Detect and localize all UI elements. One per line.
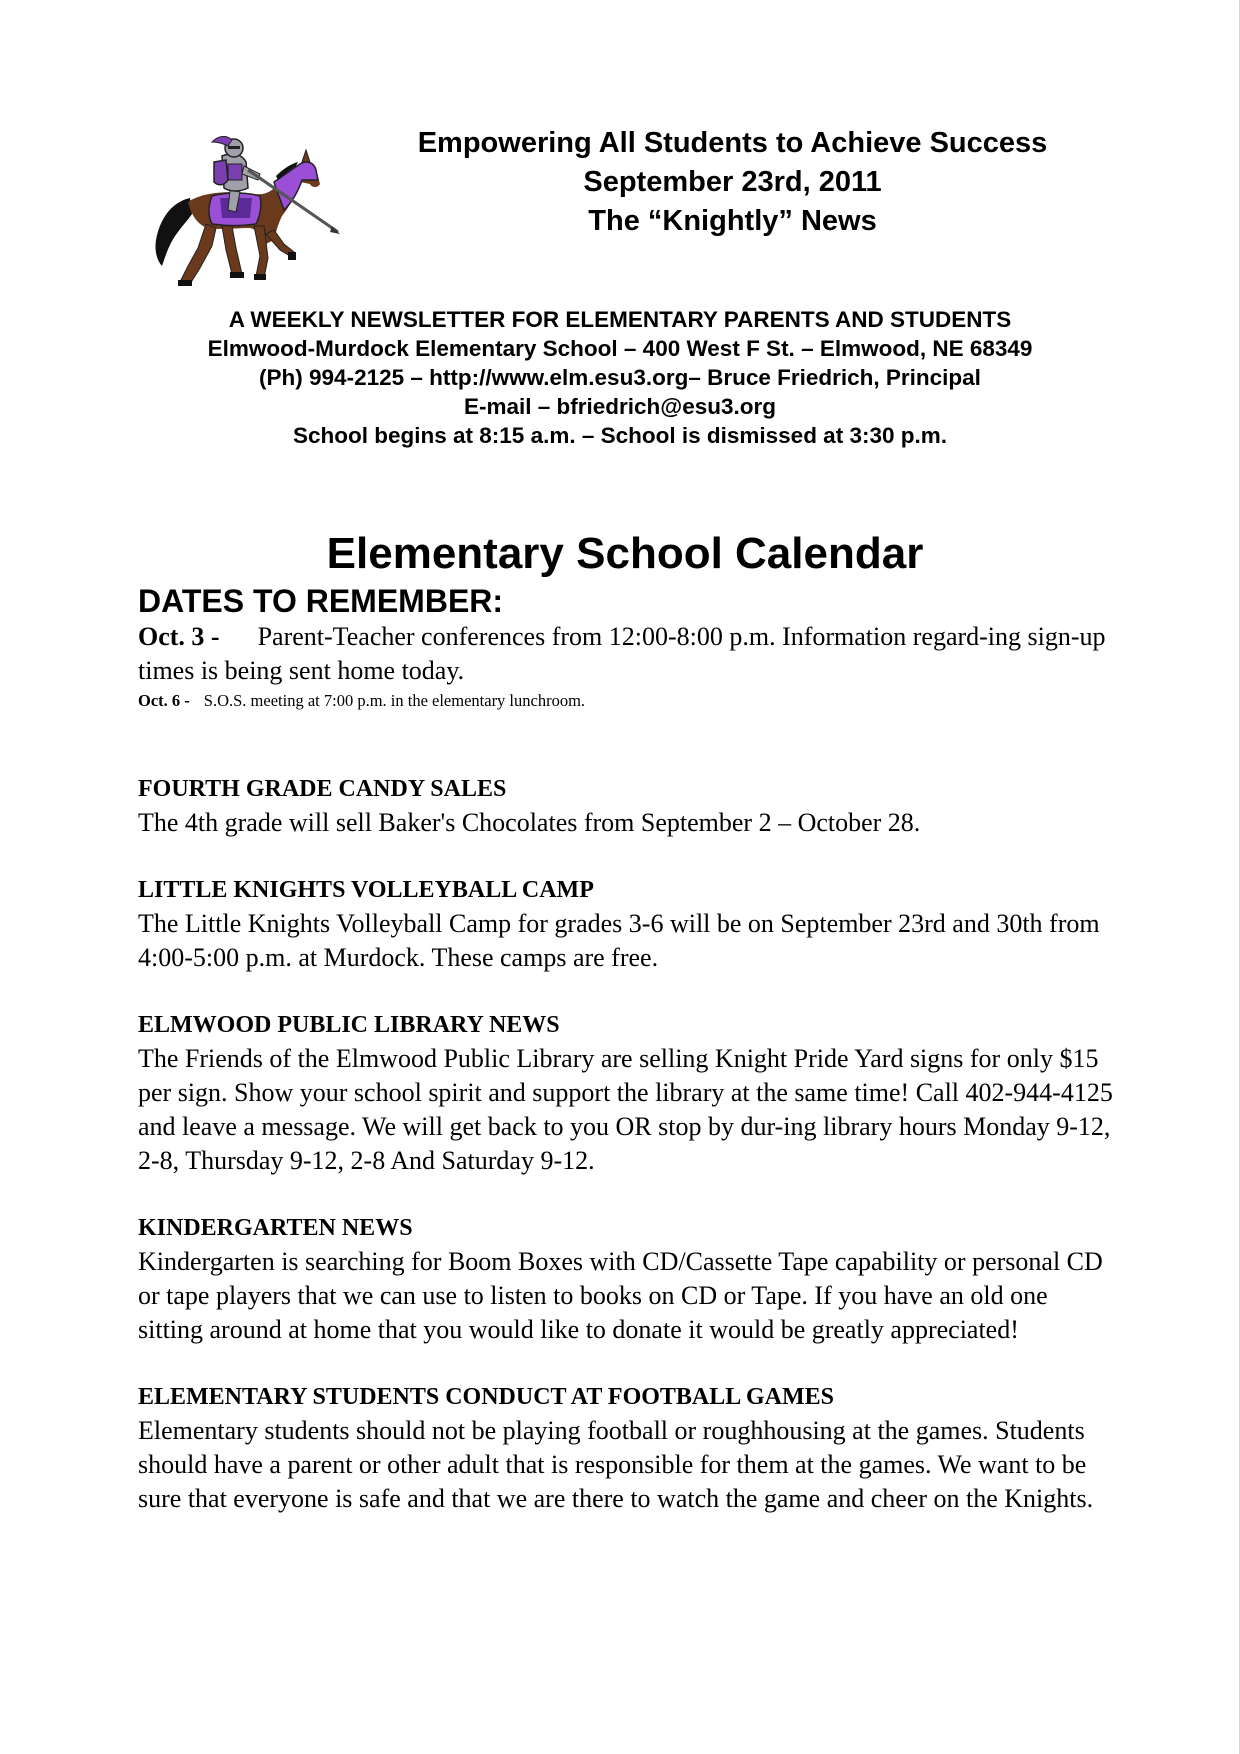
section-body: Kindergarten is searching for Boom Boxes with CD/Cassette Tape capability or personal CD or tape players that we can use to listen to books on CD or Tape. If you have an old one sitting around at home that you would like to donate it would be greatly appreciated! (138, 1247, 1103, 1344)
section-volleyball-camp (138, 873, 1118, 975)
section-body: Elementary students should not be playing football or roughhousing at the games. Students should have a parent or other adult that is responsible for them at the games. We want to be sure that everyone is safe and that we are there to watch the game and cheer on the Knights. (138, 1416, 1094, 1513)
knight-on-horse-icon (150, 136, 340, 291)
section-body: The 4th grade will sell Baker's Chocolates from September 2 – October 28. (138, 808, 921, 837)
calendar-title: Elementary School Calendar (326, 529, 924, 578)
issue-date: September 23rd, 2011 (583, 166, 882, 198)
section-heading: ELMWOOD PUBLIC LIBRARY NEWS (138, 1012, 560, 1038)
newsletter-name: The “Knightly” News (588, 205, 877, 237)
phone-web-principal: (Ph) 994-2125 – http://www.elm.esu3.org– Bruce Friedrich, Principal (259, 365, 981, 390)
section-library-news (138, 1008, 1118, 1178)
date-label: Oct. 3 - (138, 622, 220, 651)
date-entry (138, 690, 1118, 712)
section-kindergarten-news (138, 1211, 1118, 1347)
date-text: Parent-Teacher conferences from 12:00-8:00 p.m. Information regard-ing sign-up times is being sent home today. (138, 622, 1106, 685)
newsletter-content (138, 620, 1118, 1516)
section-body: The Little Knights Volleyball Camp for grades 3-6 will be on September 23rd and 30th from (138, 909, 1100, 938)
dates-heading: DATES TO REMEMBER: (138, 583, 504, 619)
date-text: S.O.S. meeting at 7:00 p.m. in the elementary lunchroom. (203, 691, 586, 710)
section-heading: LITTLE KNIGHTS VOLLEYBALL CAMP (138, 877, 594, 903)
date-entry (138, 620, 1118, 688)
section-heading: FOURTH GRADE CANDY SALES (138, 776, 507, 802)
tagline: Empowering All Students to Achieve Success (417, 127, 1048, 159)
masthead (340, 124, 1125, 241)
school-address: Elmwood-Murdock Elementary School – 400 West F St. – Elmwood, NE 68349 (207, 336, 1033, 361)
section-body: The Friends of the Elmwood Public Library are selling Knight Pride Yard signs for only $15 per sign. Show your school spirit and support the library at the same time! Call 402-944-4125 and leave a message. We will get back to you OR stop by dur-ing library hours Monday 9-12, 2-8, Thursday 9-12, 2-8 And Saturday 9-12. (138, 1044, 1113, 1175)
email-line: E-mail – bfriedrich@esu3.org (463, 394, 777, 419)
contact-block (80, 305, 1160, 450)
section-football-conduct (138, 1380, 1118, 1516)
newsletter-subtitle: A WEEKLY NEWSLETTER FOR ELEMENTARY PARENTS AND STUDENTS (228, 307, 1012, 332)
section-heading: KINDERGARTEN NEWS (138, 1215, 413, 1241)
school-hours: School begins at 8:15 a.m. – School is dismissed at 3:30 p.m. (293, 423, 947, 448)
date-label: Oct. 6 - (138, 691, 190, 710)
section-body-line2: 4:00-5:00 p.m. at Murdock. These camps are free. (138, 943, 659, 972)
section-heading: ELEMENTARY STUDENTS CONDUCT AT FOOTBALL GAMES (138, 1384, 834, 1410)
section-candy-sales (138, 772, 1118, 840)
